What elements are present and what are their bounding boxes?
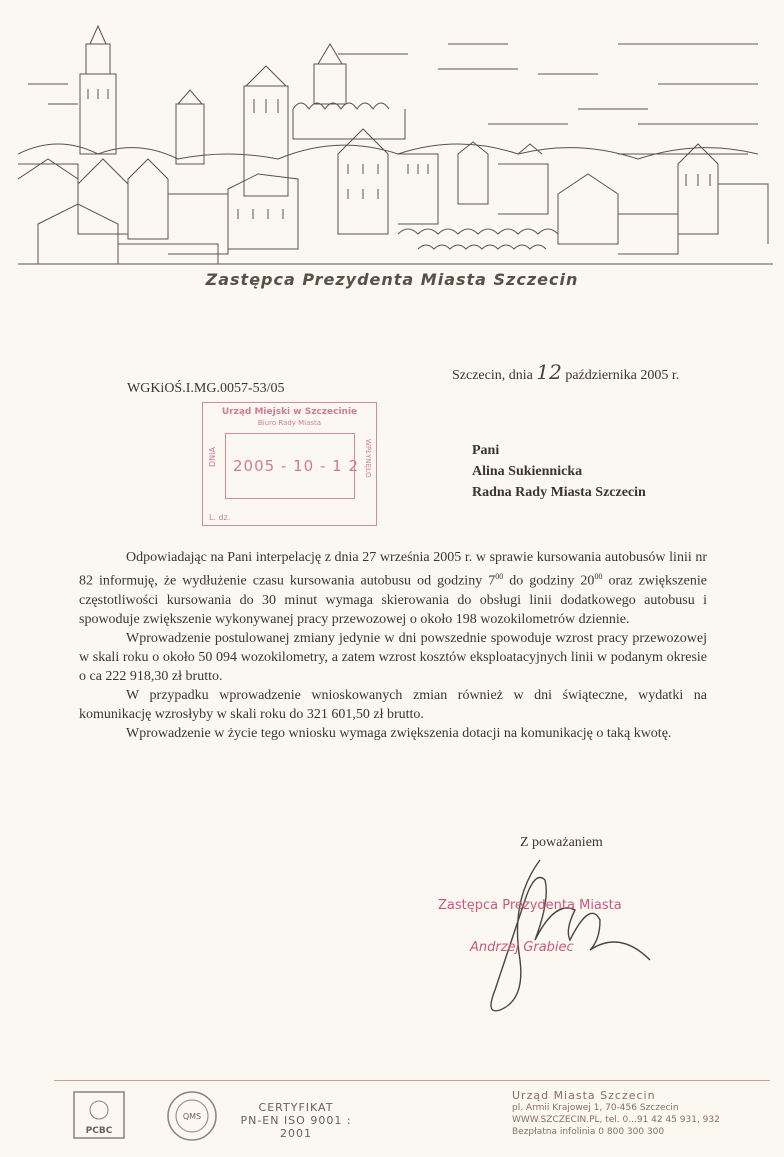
time-superscript-2: 00 (594, 572, 603, 581)
paragraph-1-part-b: do godziny 20 (503, 573, 595, 589)
paragraph-3: W przypadku wprowadzenie wnioskowanych zmian również w dni świąteczne, wydatki na komunikację wzrosłyby w skali roku do 321 601,50 zł brutto. (79, 687, 707, 722)
footer-contact (512, 1090, 720, 1138)
certificate-label: CERTYFIKAT (258, 1101, 334, 1114)
date-line (452, 360, 679, 384)
footer-infoline: Bezpłatna infolinia 0 800 300 300 (512, 1127, 665, 1137)
received-stamp (202, 402, 377, 526)
stamp-department: Biuro Rady Miasta (257, 419, 322, 427)
recipient-name: Alina Sukiennicka (472, 464, 583, 479)
recipient-salutation: Pani (472, 443, 500, 458)
recipient-title: Radna Rady Miasta Szczecin (472, 485, 646, 500)
signature-stamp-name: Andrzej Grabiec (470, 940, 574, 955)
paragraph-1 (79, 548, 707, 629)
logo1-text: PCBC (85, 1126, 113, 1136)
date-day-handwritten: 12 (536, 360, 562, 384)
qms-certification-logo (166, 1090, 218, 1142)
footer-office: Urząd Miasta Szczecin (512, 1089, 656, 1102)
logo2-text: QMS (182, 1112, 202, 1121)
footer-divider (54, 1080, 770, 1081)
certificate-standard: PN-EN ISO 9001 : 2001 (240, 1114, 352, 1140)
letter-body (79, 548, 707, 743)
time-superscript-1: 00 (495, 572, 504, 581)
paragraph-1-part-c: oraz zwiększenie częstotliwości kursowania do 30 minut wymaga skierowania do obsługi linii dodatkowego autobusu i spowoduje zwiększenie wykonywanej pracy przewozowej o około 198 wozokilometrów dziennie. (79, 573, 707, 627)
city-skyline-illustration (18, 14, 773, 266)
date-suffix: października 2005 r. (565, 368, 680, 383)
reference-number: WGKiOŚ.I.MG.0057-53/05 (127, 381, 285, 396)
stamp-foot: L. dz. (209, 513, 231, 522)
signature-stamp-title: Zastępca Prezydenta Miasta (438, 898, 622, 913)
pcbc-certification-logo (72, 1090, 126, 1140)
paragraph-2: Wprowadzenie postulowanej zmiany jedynie w dni powszednie spowoduje wzrost pracy przewozowej w skali roku o około 50 094 wozokilometry, a zatem wzrost kosztów eksploatacyjnych linii w podanym okresie o ca 222 918,30 zł brutto. (79, 630, 707, 684)
stamp-side-left: DNIA (208, 447, 217, 467)
paragraph-1-part-a: Odpowiadając na Pani interpelację z dnia 27 września 2005 r. w sprawie kursowania autobusów linii nr 82 informuję, że wydłużenie czasu kursowania autobusu od godziny 7 (79, 550, 707, 589)
certificate-block (226, 1101, 366, 1140)
stamp-side-right: WPŁYNĘŁO (364, 439, 372, 478)
footer-web-phone: WWW.SZCZECIN.PL, tel. 0...91 42 45 931, 932 (512, 1115, 720, 1125)
stamp-office: Urząd Miejski w Szczecinie (221, 407, 358, 417)
recipient-block (472, 440, 646, 503)
date-prefix: Szczecin, dnia (452, 368, 533, 383)
closing-text: Z poważaniem (520, 835, 603, 850)
office-title: Zastępca Prezydenta Miasta Szczecin (205, 270, 579, 289)
handwritten-signature (480, 850, 660, 1020)
paragraph-4: Wprowadzenie w życie tego wniosku wymaga zwiększenia dotacji na komunikację o taką kwotę. (126, 725, 672, 741)
footer-address: pl. Armii Krajowej 1, 70-456 Szczecin (512, 1103, 679, 1113)
stamp-date: 2005 - 10 - 1 2 (233, 457, 360, 475)
